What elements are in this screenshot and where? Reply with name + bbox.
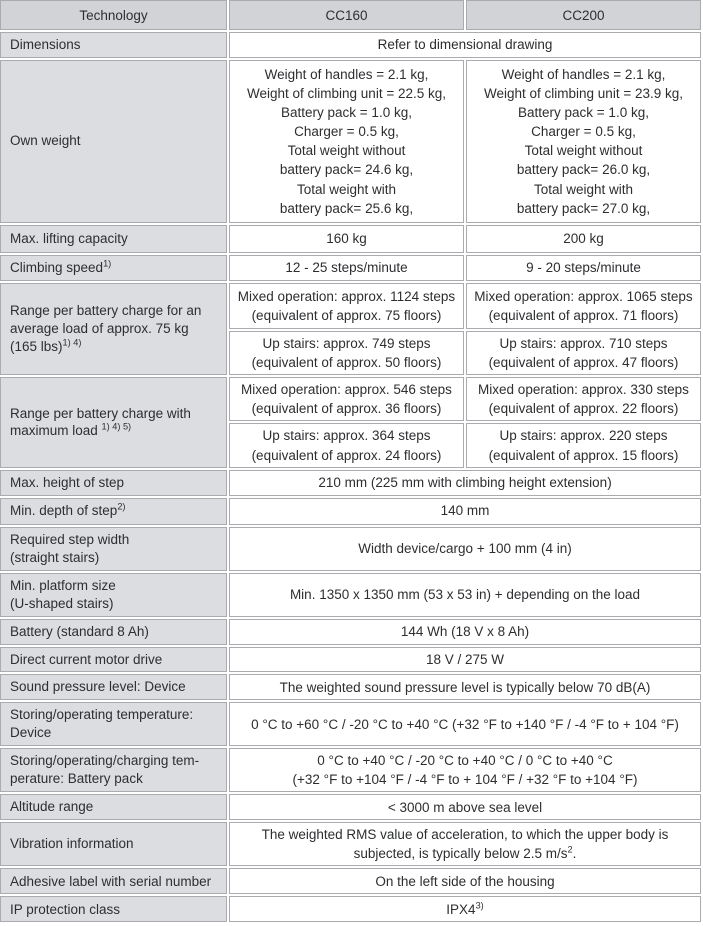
- cell-vibration-info-value: The weighted RMS value of acceleration, to which the upper body is subjected, is typically below 2.5 $m/s^2$.: [229, 822, 701, 866]
- row-label-sound-pressure: Sound pressure level: Device: [0, 674, 227, 700]
- cell-climbing-speed-cc160: 12 - 25 steps/minute: [229, 255, 464, 281]
- cell-own-weight-cc200: Weight of handles = 2.1 kg, Weight of climbing unit = 23.9 kg, Battery pack = 1.0 kg, Charger = 0.5 kg, Total weight without battery pack= 26.0 kg, Total weight with battery pack= 27.0 kg,: [466, 60, 701, 223]
- row-label-adhesive-label: Adhesive label with serial number: [0, 868, 227, 894]
- header-cc160: CC160: [229, 0, 464, 30]
- row-required-step-width: [0, 527, 701, 571]
- cell-battery-value: 144 Wh (18 V x 8 Ah): [229, 619, 701, 645]
- cell-range-max-mixed-cc160: Mixed operation: approx. 546 steps (equivalent of approx. 36 floors): [229, 377, 464, 421]
- header-cc200: CC200: [466, 0, 701, 30]
- cell-range-avg-mixed-cc200: Mixed operation: approx. 1065 steps (equivalent of approx. 71 floors): [466, 283, 701, 329]
- row-label-min-depth-of-step: Min. depth of step$^{2)}$: [0, 498, 227, 525]
- row-altitude-range: [0, 794, 701, 820]
- cell-min-platform-size-value: Min. 1350 x 1350 mm (53 x 53 in) + depending on the load: [229, 573, 701, 617]
- row-min-platform-size: [0, 573, 701, 617]
- cell-sound-pressure-value: The weighted sound pressure level is typically below 70 dB(A): [229, 674, 701, 700]
- row-label-vibration-info: Vibration information: [0, 822, 227, 866]
- row-label-required-step-width: Required step width (straight stairs): [0, 527, 227, 571]
- row-range-avg-load-mixed: [0, 283, 701, 329]
- row-storing-temp-battery: [0, 748, 701, 792]
- cell-range-max-up-cc160: Up stairs: approx. 364 steps (equivalent of approx. 24 floors): [229, 423, 464, 467]
- cell-range-avg-up-cc160: Up stairs: approx. 749 steps (equivalent of approx. 50 floors): [229, 331, 464, 375]
- cell-range-max-up-cc200: Up stairs: approx. 220 steps (equivalent of approx. 15 floors): [466, 423, 701, 467]
- row-own-weight: [0, 60, 701, 223]
- cell-min-depth-value: 140 mm: [229, 498, 701, 525]
- row-max-lifting-capacity: [0, 225, 701, 253]
- cell-storing-temp-battery-value: 0 °C to +40 °C / -20 °C to +40 °C / 0 °C to +40 °C (+32 °F to +104 °F / -4 °F to + 104 °F / +32 °F to +104 °F): [229, 748, 701, 792]
- row-sound-pressure: [0, 674, 701, 700]
- row-ip-protection: [0, 896, 701, 922]
- row-label-battery: Battery (standard 8 Ah): [0, 619, 227, 645]
- cell-range-max-mixed-cc200: Mixed operation: approx. 330 steps (equivalent of approx. 22 floors): [466, 377, 701, 421]
- row-label-max-lifting-capacity: Max. lifting capacity: [0, 225, 227, 253]
- cell-altitude-range-value: < 3000 m above sea level: [229, 794, 701, 820]
- row-min-depth-of-step: [0, 498, 701, 525]
- row-vibration-info: [0, 822, 701, 866]
- cell-required-step-width-value: Width device/cargo + 100 mm (4 in): [229, 527, 701, 571]
- row-max-height-of-step: [0, 470, 701, 496]
- row-label-ip-protection: IP protection class: [0, 896, 227, 922]
- row-label-dimensions: Dimensions: [0, 32, 227, 58]
- cell-max-lifting-cc200: 200 kg: [466, 225, 701, 253]
- cell-ip-protection-value: IPX4$^{3)}$: [229, 896, 701, 922]
- cell-range-avg-up-cc200: Up stairs: approx. 710 steps (equivalent of approx. 47 floors): [466, 331, 701, 375]
- cell-storing-temp-device-value: 0 °C to +60 °C / -20 °C to +40 °C (+32 °F to +140 °F / -4 °F to + 104 °F): [229, 702, 701, 746]
- row-label-range-avg-load: Range per battery charge for an average load of approx. 75 kg (165 lbs)$^{1) 4)}$: [0, 283, 227, 375]
- cell-dimensions-value: Refer to dimensional drawing: [229, 32, 701, 58]
- row-label-storing-temp-battery: Storing/operating/charging tem- perature: Battery pack: [0, 748, 227, 792]
- row-storing-temp-device: [0, 702, 701, 746]
- row-adhesive-label: [0, 868, 701, 894]
- cell-max-height-value: 210 mm (225 mm with climbing height extension): [229, 470, 701, 496]
- cell-range-avg-mixed-cc160: Mixed operation: approx. 1124 steps (equivalent of approx. 75 floors): [229, 283, 464, 329]
- row-label-range-max-load: Range per battery charge with maximum load $^{1) 4) 5)}$: [0, 377, 227, 468]
- cell-dc-motor-drive-value: 18 V / 275 W: [229, 647, 701, 673]
- row-range-max-load-mixed: [0, 377, 701, 421]
- header-technology: Technology: [0, 0, 227, 30]
- row-label-max-height-of-step: Max. height of step: [0, 470, 227, 496]
- row-dc-motor-drive: [0, 647, 701, 673]
- row-label-min-platform-size: Min. platform size (U-shaped stairs): [0, 573, 227, 617]
- cell-climbing-speed-cc200: 9 - 20 steps/minute: [466, 255, 701, 281]
- row-label-dc-motor-drive: Direct current motor drive: [0, 647, 227, 673]
- row-climbing-speed: [0, 255, 701, 281]
- row-label-altitude-range: Altitude range: [0, 794, 227, 820]
- cell-max-lifting-cc160: 160 kg: [229, 225, 464, 253]
- cell-own-weight-cc160: Weight of handles = 2.1 kg, Weight of climbing unit = 22.5 kg, Battery pack = 1.0 kg, Charger = 0.5 kg, Total weight without battery pack= 24.6 kg, Total weight with battery pack= 25.6 kg,: [229, 60, 464, 223]
- row-label-storing-temp-device: Storing/operating temperature: Device: [0, 702, 227, 746]
- table-header-row: [0, 0, 701, 30]
- row-label-own-weight: Own weight: [0, 60, 227, 223]
- row-label-climbing-speed: Climbing speed$^{1)}$: [0, 255, 227, 281]
- row-battery: [0, 619, 701, 645]
- row-dimensions: [0, 32, 701, 58]
- cell-adhesive-label-value: On the left side of the housing: [229, 868, 701, 894]
